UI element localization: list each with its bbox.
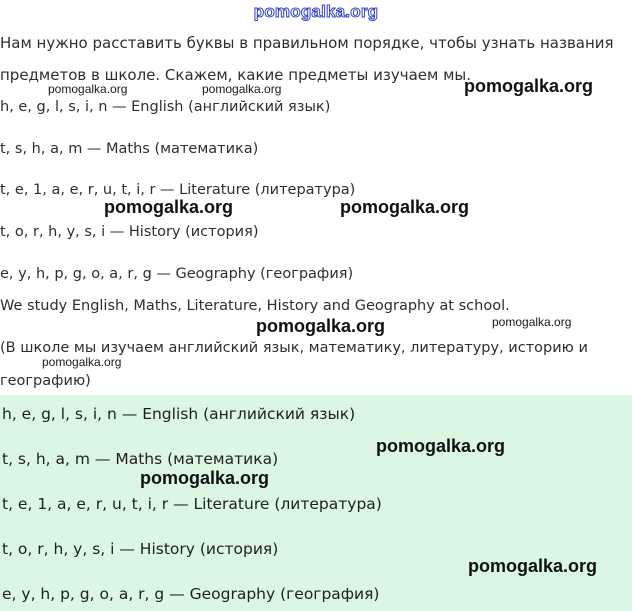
watermark: pomogalka.org xyxy=(468,556,598,576)
answer-panel xyxy=(0,395,632,611)
watermark: pomogalka.org xyxy=(42,355,122,369)
watermark: pomogalka.org xyxy=(256,316,386,336)
answer-geography: e, y, h, p, g, o, a, r, g — Geography (география) xyxy=(2,585,380,603)
site-logo: pomogalka.org xyxy=(253,2,379,21)
summary-russian-2: географию) xyxy=(0,373,91,389)
answer-history: t, o, r, h, y, s, i — History (история) xyxy=(2,540,279,558)
watermark: pomogalka.org xyxy=(340,197,470,217)
answer-maths: t, s, h, a, m — Maths (математика) xyxy=(2,450,279,468)
watermark: pomogalka.org xyxy=(140,468,270,488)
summary-english: We study English, Maths, Literature, History and Geography at school. xyxy=(0,298,510,314)
word-history: t, o, r, h, y, s, i — History (история) xyxy=(0,224,259,240)
watermark: pomogalka.org xyxy=(464,76,594,96)
answer-literature: t, e, 1, a, e, r, u, t, i, r — Literature (литература) xyxy=(2,495,382,513)
watermark: pomogalka.org xyxy=(376,436,506,456)
word-geography: e, y, h, p, g, o, a, r, g — Geography (география) xyxy=(0,266,354,282)
summary-russian-1: (В школе мы изучаем английский язык, математику, литературу, историю и xyxy=(0,340,588,356)
intro-line-2: предметов в школе. Скажем, какие предметы изучаем мы. xyxy=(0,66,472,84)
word-maths: t, s, h, a, m — Maths (математика) xyxy=(0,141,259,157)
watermark: pomogalka.org xyxy=(492,315,572,329)
watermark: pomogalka.org xyxy=(104,197,234,217)
word-english: h, e, g, l, s, i, n — English (английский язык) xyxy=(0,99,331,115)
watermark: pomogalka.org xyxy=(202,82,282,96)
answer-english: h, e, g, l, s, i, n — English (английский язык) xyxy=(2,405,356,423)
intro-line-1: Нам нужно расставить буквы в правильном порядке, чтобы узнать названия xyxy=(0,34,614,52)
word-literature: t, e, 1, a, e, r, u, t, i, r — Literature (литература) xyxy=(0,182,356,198)
watermark: pomogalka.org xyxy=(48,82,128,96)
